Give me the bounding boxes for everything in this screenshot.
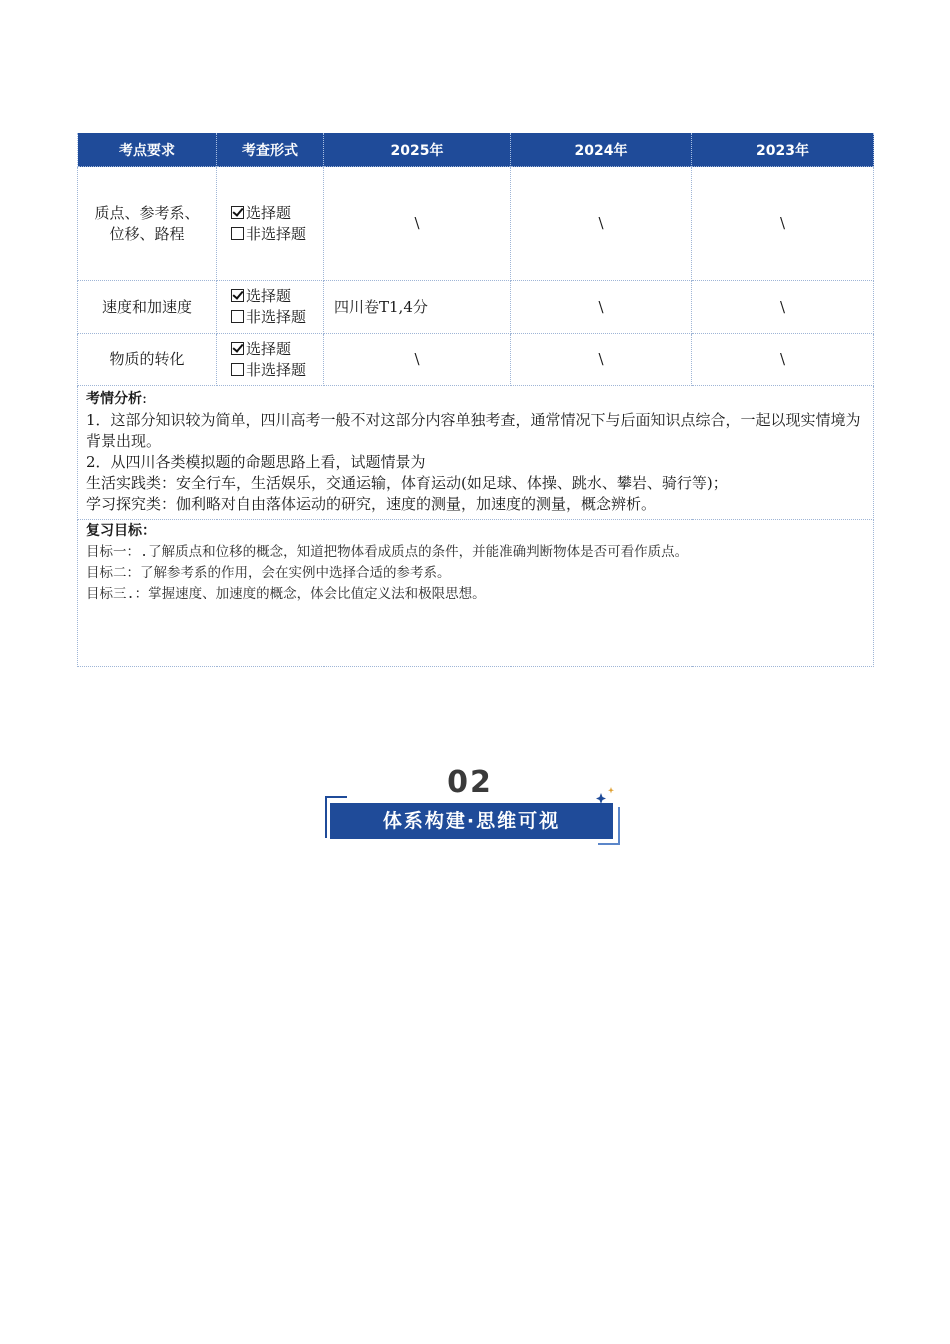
goal-item: 目标三.：掌握速度、加速度的概念，体会比值定义法和极限思想。	[86, 586, 486, 602]
cell-2025: 四川卷T1,4分	[324, 281, 511, 334]
non-choice-option	[221, 307, 319, 328]
section-number: 02	[447, 765, 493, 800]
header-2023: 2023年	[692, 133, 874, 167]
choice-option	[221, 339, 319, 360]
format-cell	[217, 281, 324, 334]
checked-checkbox-icon	[231, 342, 244, 355]
topic-cell: 物质的转化	[78, 334, 217, 386]
cell-2023: \	[692, 167, 874, 281]
choice-option	[221, 286, 319, 307]
header-2024: 2024年	[511, 133, 692, 167]
choice-label: 选择题	[246, 287, 292, 305]
non-choice-label: 非选择题	[246, 360, 307, 379]
format-cell	[217, 167, 324, 281]
non-choice-option	[221, 224, 319, 245]
topic-cell	[78, 167, 217, 281]
choice-label: 选择题	[246, 203, 292, 222]
unchecked-checkbox-icon	[231, 227, 244, 240]
unchecked-checkbox-icon	[231, 310, 244, 323]
analysis-cell	[78, 386, 874, 520]
cell-2024: \	[511, 281, 692, 334]
analysis-heading: 考情分析:	[86, 389, 148, 407]
table-header-row	[78, 133, 874, 167]
header-2025: 2025年	[324, 133, 511, 167]
cell-2024: \	[511, 334, 692, 386]
topic-text: 质点、参考系、位移、路程	[94, 203, 200, 243]
analysis-paragraph: 1．这部分知识较为简单，四川高考一般不对这部分内容单独考查，通常情况下与后面知识点综合，一起以现实情境为背景出现。	[86, 411, 861, 450]
header-topic: 考点要求	[78, 133, 217, 167]
topic-cell: 速度和加速度	[78, 281, 217, 334]
analysis-paragraph: 2．从四川各类模拟题的命题思路上看，试题情景为	[86, 453, 426, 471]
goal-item: 目标一：.了解质点和位移的概念，知道把物体看成质点的条件，并能准确判断物体是否可看作质点。	[86, 544, 689, 560]
goal-item: 目标二：了解参考系的作用，会在实例中选择合适的参考系。	[86, 565, 451, 581]
choice-option	[221, 203, 319, 224]
table-row	[78, 167, 874, 281]
goals-cell	[78, 520, 874, 667]
cell-2023: \	[692, 334, 874, 386]
goals-title: 复习目标：	[86, 523, 156, 539]
cell-2025: \	[324, 334, 511, 386]
table-row	[78, 281, 874, 334]
analysis-paragraph: 生活实践类：安全行车，生活娱乐，交通运输，体育运动(如足球、体操、跳水、攀岩、骑行等)；	[86, 474, 728, 492]
cell-2023: \	[692, 281, 874, 334]
non-choice-label: 非选择题	[246, 224, 307, 243]
sparkle-icon	[594, 785, 618, 805]
non-choice-label: 非选择题	[246, 308, 307, 326]
table-row	[78, 334, 874, 386]
analysis-title: 考情分析	[86, 391, 142, 407]
format-cell	[217, 334, 324, 386]
checked-checkbox-icon	[231, 206, 244, 219]
section-header	[322, 765, 627, 850]
non-choice-option	[221, 360, 319, 381]
exam-table	[77, 133, 874, 667]
header-format: 考查形式	[217, 133, 324, 167]
goals-row	[78, 520, 874, 667]
checked-checkbox-icon	[231, 289, 244, 302]
section-title: 体系构建·思维可视	[330, 803, 613, 839]
cell-2024: \	[511, 167, 692, 281]
unchecked-checkbox-icon	[231, 363, 244, 376]
cell-2025: \	[324, 167, 511, 281]
choice-label: 选择题	[246, 339, 292, 358]
analysis-paragraph: 学习探究类：伽利略对自由落体运动的研究，速度的测量，加速度的测量，概念辨析。	[86, 495, 657, 513]
analysis-row	[78, 386, 874, 520]
